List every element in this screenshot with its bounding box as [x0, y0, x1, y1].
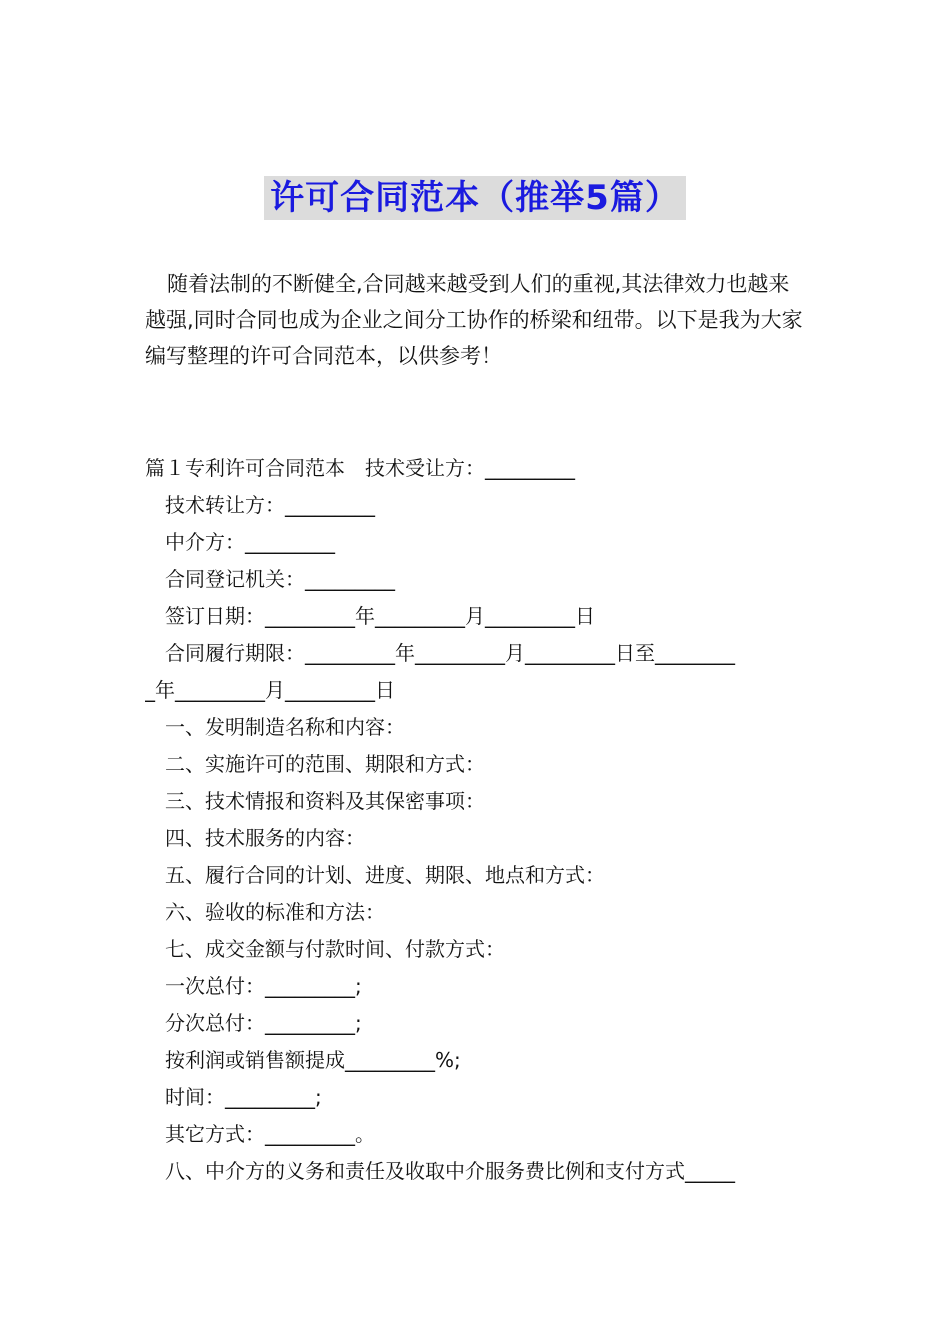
- contract-line: 时间：_________;: [165, 1085, 322, 1109]
- contract-line: 一、发明制造名称和内容：: [165, 715, 405, 739]
- contract-line: 分次总付：_________;: [165, 1011, 362, 1035]
- contract-line: 合同履行期限：_________年_________月_________日至________: [165, 641, 735, 665]
- contract-line: 其它方式：_________。: [165, 1122, 375, 1146]
- contract-line: 六、验收的标准和方法：: [165, 900, 385, 924]
- contract-body: [145, 450, 810, 1190]
- contract-line: 一次总付：_________;: [165, 974, 362, 998]
- intro-paragraph: 随着法制的不断健全,合同越来越受到人们的重视,其法律效力也越来越强,同时合同也成为企业之间分工协作的桥梁和纽带。以下是我为大家编写整理的许可合同范本，以供参考！: [145, 272, 803, 368]
- contract-line: 八、中介方的义务和责任及收取中介服务费比例和支付方式_____: [165, 1159, 735, 1183]
- contract-line: 四、技术服务的内容：: [165, 826, 365, 850]
- contract-line: 中介方：_________: [165, 530, 335, 554]
- contract-line: 五、履行合同的计划、进度、期限、地点和方式：: [165, 863, 605, 887]
- contract-line: 按利润或销售额提成_________%;: [165, 1048, 461, 1072]
- contract-line: 二、实施许可的范围、期限和方式：: [165, 752, 485, 776]
- contract-line: 合同登记机关：_________: [165, 567, 395, 591]
- contract-line: 签订日期：_________年_________月_________日: [165, 604, 595, 628]
- contract-line: 篇１专利许可合同范本 技术受让方：_________: [145, 456, 575, 480]
- contract-line: 三、技术情报和资料及其保密事项：: [165, 789, 485, 813]
- document-title: [0, 176, 950, 220]
- contract-line: _年_________月_________日: [145, 678, 395, 702]
- contract-line: 七、成交金额与付款时间、付款方式：: [165, 937, 505, 961]
- contract-line: 技术转让方：_________: [165, 493, 375, 517]
- title-text: 许可合同范本（推举5篇）: [264, 176, 686, 220]
